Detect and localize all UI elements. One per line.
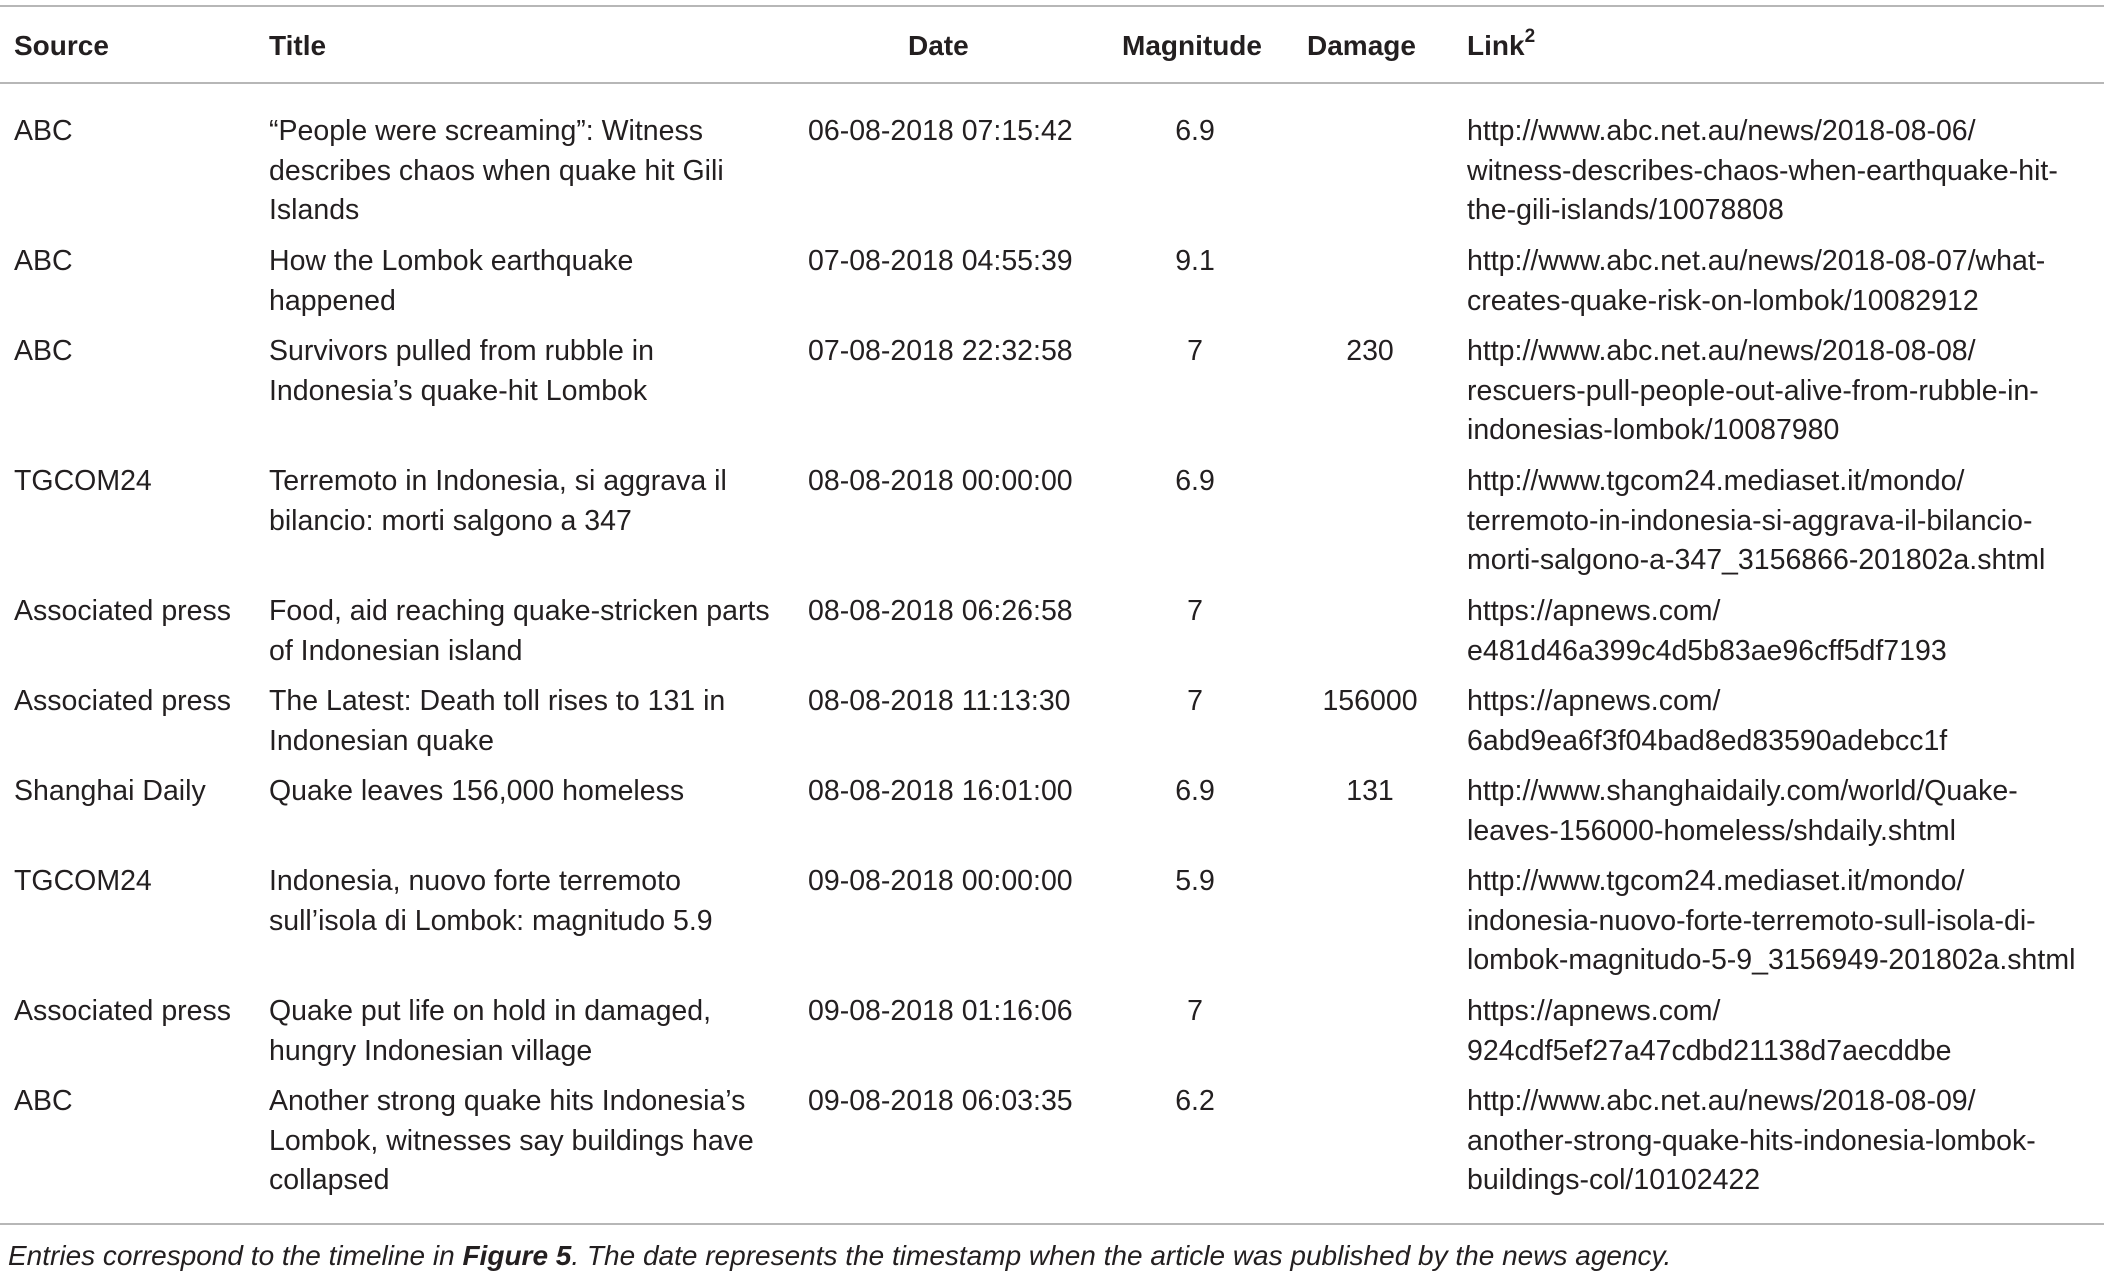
cell-title <box>269 1082 754 1201</box>
caption-figure-ref: Figure 5 <box>462 1240 572 1271</box>
cell-title <box>269 462 727 541</box>
cell-link-line[interactable]: http://www.tgcom24.mediaset.it/mondo/ <box>1467 865 1965 897</box>
cell-magnitude: 6.9 <box>1175 115 1215 147</box>
cell-title-line: Survivors pulled from rubble in <box>269 335 654 367</box>
cell-title-line: The Latest: Death toll rises to 131 in <box>269 685 726 717</box>
cell-magnitude: 7 <box>1187 685 1203 717</box>
cell-title <box>269 682 725 761</box>
cell-source: Associated press <box>14 685 232 717</box>
cell-title-line: Islands <box>269 194 360 226</box>
cell-title-line: Lombok, witnesses say buildings have <box>269 1124 754 1157</box>
cell-link[interactable] <box>1467 992 1951 1071</box>
cell-title-line: collapsed <box>269 1164 390 1196</box>
cell-link[interactable] <box>1467 1082 2036 1201</box>
cell-link-line[interactable]: http://www.abc.net.au/news/2018-08-08/ <box>1467 335 1976 367</box>
cell-title-line: of Indonesian island <box>269 634 523 667</box>
cell-title <box>269 332 654 411</box>
cell-magnitude: 6.9 <box>1175 775 1215 807</box>
cell-title-line: happened <box>269 284 396 317</box>
cell-link-line[interactable]: morti-salgono-a-347_3156866-201802a.shtml <box>1467 544 2046 576</box>
cell-title-line: Quake leaves 156,000 homeless <box>269 775 685 807</box>
cell-link-line[interactable]: witness-describes-chaos-when-earthquake-hit- <box>1467 154 2058 187</box>
cell-magnitude: 6.2 <box>1175 1085 1215 1117</box>
cell-title <box>269 242 633 321</box>
cell-link-line[interactable]: indonesias-lombok/10087980 <box>1467 414 1840 446</box>
cell-date: 09-08-2018 06:03:35 <box>808 1085 1073 1117</box>
cell-magnitude: 7 <box>1187 995 1203 1027</box>
cell-source: TGCOM24 <box>14 865 152 897</box>
cell-title <box>269 112 724 231</box>
cell-date: 08-08-2018 16:01:00 <box>808 775 1073 807</box>
cell-date: 09-08-2018 01:16:06 <box>808 995 1073 1027</box>
cell-link-line[interactable]: 6abd9ea6f3f04bad8ed83590adebcc1f <box>1467 724 1948 757</box>
cell-magnitude: 7 <box>1187 595 1203 627</box>
cell-link[interactable] <box>1467 682 1947 761</box>
header-link-label: Link <box>1467 30 1525 61</box>
cell-date: 09-08-2018 00:00:00 <box>808 865 1073 897</box>
cell-link-line[interactable]: https://apnews.com/ <box>1467 995 1721 1027</box>
cell-title-line: Terremoto in Indonesia, si aggrava il <box>269 465 727 497</box>
cell-link-line[interactable]: another-strong-quake-hits-indonesia-lombok- <box>1467 1124 2036 1157</box>
cell-link-line[interactable]: the-gili-islands/10078808 <box>1467 194 1784 226</box>
cell-title-line: hungry Indonesian village <box>269 1034 593 1067</box>
cell-source: ABC <box>14 115 73 147</box>
cell-title-line: Indonesian quake <box>269 724 495 757</box>
cell-link-line[interactable]: http://www.abc.net.au/news/2018-08-07/what- <box>1467 245 2046 277</box>
cell-title-line: Food, aid reaching quake-stricken parts <box>269 595 770 627</box>
cell-title-line: Quake put life on hold in damaged, <box>269 995 712 1027</box>
cell-damage: 230 <box>1346 335 1394 367</box>
cell-title-line: bilancio: morti salgono a 347 <box>269 504 632 537</box>
header-damage: Damage <box>1307 30 1416 61</box>
cell-date: 08-08-2018 06:26:58 <box>808 595 1073 627</box>
cell-magnitude: 5.9 <box>1175 865 1215 897</box>
cell-link-line[interactable]: http://www.shanghaidaily.com/world/Quake- <box>1467 775 2018 807</box>
cell-title <box>269 862 713 941</box>
cell-link-line[interactable]: lombok-magnitudo-5-9_3156949-201802a.shtml <box>1467 944 2076 976</box>
cell-magnitude: 9.1 <box>1175 245 1215 277</box>
cell-link[interactable] <box>1467 112 2058 231</box>
header-magnitude: Magnitude <box>1122 30 1262 61</box>
cell-title-line: describes chaos when quake hit Gili <box>269 154 724 187</box>
cell-title-line: How the Lombok earthquake <box>269 245 634 277</box>
cell-source: TGCOM24 <box>14 465 152 497</box>
cell-link-line[interactable]: leaves-156000-homeless/shdaily.shtml <box>1467 814 1956 847</box>
cell-link-line[interactable]: http://www.abc.net.au/news/2018-08-09/ <box>1467 1085 1976 1117</box>
cell-link[interactable] <box>1467 242 2045 321</box>
cell-link[interactable] <box>1467 772 2018 851</box>
cell-link[interactable] <box>1467 332 2039 451</box>
cell-magnitude: 7 <box>1187 335 1203 367</box>
cell-title <box>269 592 770 671</box>
header-source: Source <box>14 30 109 61</box>
table-caption <box>8 1240 1671 1272</box>
cell-source: Associated press <box>14 595 232 627</box>
cell-link-line[interactable]: 924cdf5ef27a47cdbd21138d7aecddbe <box>1467 1034 1952 1067</box>
cell-link-line[interactable]: https://apnews.com/ <box>1467 685 1721 717</box>
header-link-footnote: 2 <box>1524 26 1536 47</box>
header-title: Title <box>269 30 327 61</box>
cell-link-line[interactable]: rescuers-pull-people-out-alive-from-rubble-in- <box>1467 374 2039 407</box>
cell-link[interactable] <box>1467 462 2045 581</box>
cell-source: ABC <box>14 1085 73 1117</box>
cell-link-line[interactable]: https://apnews.com/ <box>1467 595 1721 627</box>
caption-text-before: Entries correspond to the timeline in <box>8 1240 463 1271</box>
cell-source: Shanghai Daily <box>14 775 206 807</box>
cell-damage: 156000 <box>1322 685 1418 717</box>
table-bottom-rule <box>0 1223 2104 1225</box>
cell-source: Associated press <box>14 995 232 1027</box>
caption-text-after: . The date represents the timestamp when the article was published by the news agency. <box>571 1240 1672 1271</box>
header-date: Date <box>908 30 969 61</box>
cell-link-line[interactable]: terremoto-in-indonesia-si-aggrava-il-bilancio- <box>1467 504 2033 537</box>
cell-title <box>269 992 711 1071</box>
cell-link-line[interactable]: indonesia-nuovo-forte-terremoto-sull-isola-di- <box>1467 904 2036 937</box>
cell-date: 07-08-2018 04:55:39 <box>808 245 1073 277</box>
cell-date: 08-08-2018 00:00:00 <box>808 465 1073 497</box>
cell-date: 06-08-2018 07:15:42 <box>808 115 1073 147</box>
cell-title-line: Indonesia’s quake-hit Lombok <box>269 374 648 407</box>
cell-link-line[interactable]: http://www.abc.net.au/news/2018-08-06/ <box>1467 115 1976 147</box>
cell-damage: 131 <box>1346 775 1394 807</box>
cell-title-line: sull’isola di Lombok: magnitudo 5.9 <box>269 904 713 937</box>
cell-date: 07-08-2018 22:32:58 <box>808 335 1073 367</box>
cell-title-line: Indonesia, nuovo forte terremoto <box>269 865 681 897</box>
cell-source: ABC <box>14 245 73 277</box>
cell-title-line: Another strong quake hits Indonesia’s <box>269 1085 746 1117</box>
cell-title <box>269 772 684 812</box>
cell-date: 08-08-2018 11:13:30 <box>808 685 1071 717</box>
cell-link-line[interactable]: http://www.tgcom24.mediaset.it/mondo/ <box>1467 465 1965 497</box>
cell-title-line: “People were screaming”: Witness <box>269 115 703 147</box>
cell-link-line[interactable]: buildings-col/10102422 <box>1467 1164 1761 1196</box>
cell-link-line[interactable]: e481d46a399c4d5b83ae96cff5df7193 <box>1467 634 1947 667</box>
cell-magnitude: 6.9 <box>1175 465 1215 497</box>
cell-link[interactable] <box>1467 862 2075 981</box>
cell-source: ABC <box>14 335 73 367</box>
cell-link[interactable] <box>1467 592 1947 671</box>
cell-link-line[interactable]: creates-quake-risk-on-lombok/10082912 <box>1467 284 1979 317</box>
